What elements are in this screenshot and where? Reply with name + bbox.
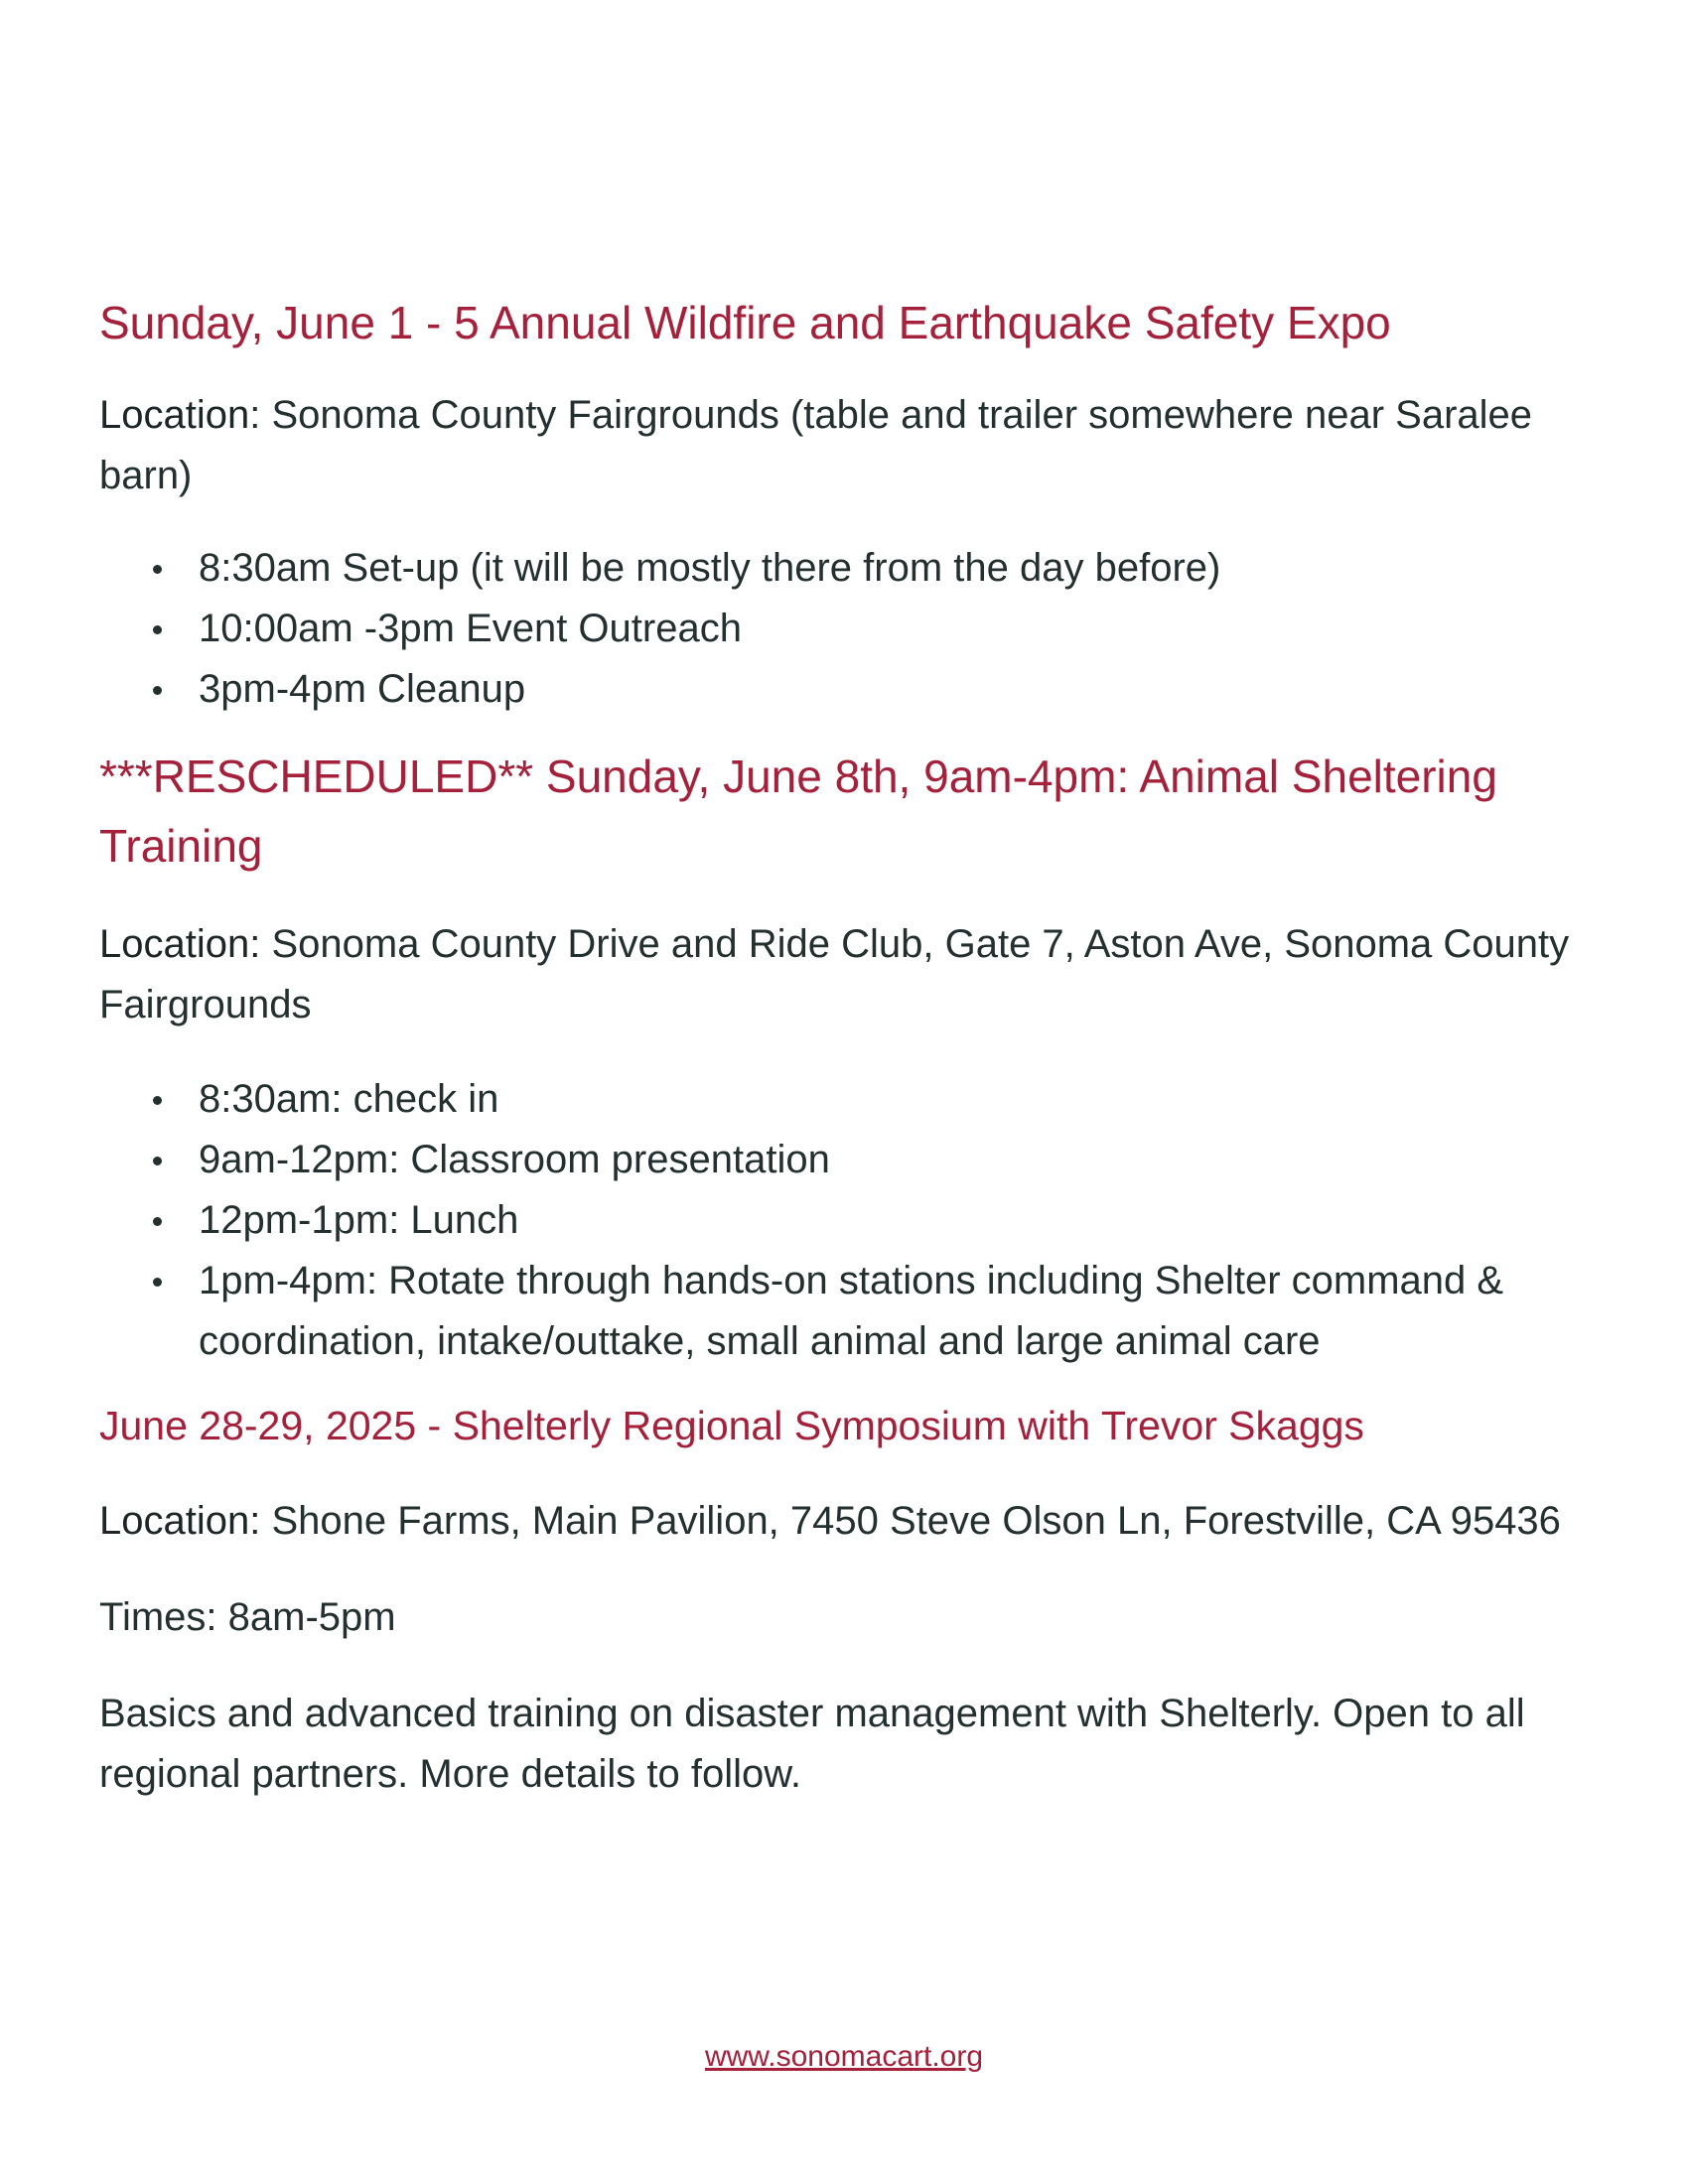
event-heading-sheltering-training: ***RESCHEDULED** Sunday, June 8th, 9am-4pm: Animal Sheltering Training xyxy=(99,751,1497,872)
list-item: 3pm-4pm Cleanup xyxy=(199,659,1609,720)
location-separator: : xyxy=(249,393,272,437)
list-item: 9am-12pm: Classroom presentation xyxy=(199,1130,1609,1190)
location-label: Location xyxy=(99,393,250,437)
website-link[interactable]: www.sonomacart.org xyxy=(704,2040,984,2073)
list-item: 10:00am -3pm Event Outreach xyxy=(199,599,1609,659)
event-times-shelterly-symposium: Times: 8am-5pm xyxy=(99,1595,396,1639)
list-item: 12pm-1pm: Lunch xyxy=(199,1190,1609,1251)
location-text: Sonoma County Drive and Ride Club, Gate 7, Aston Ave, Sonoma County Fairgrounds xyxy=(99,922,1570,1026)
event-heading-shelterly-symposium: June 28-29, 2025 - Shelterly Regional Symposium with Trevor Skaggs xyxy=(99,1403,1364,1448)
location-label: Location: xyxy=(99,922,261,966)
list-item: 1pm-4pm: Rotate through hands-on stations including Shelter command & coordination, intake/outtake, small animal and large animal care xyxy=(199,1251,1609,1372)
event-location-shelterly-symposium xyxy=(99,1491,1609,1552)
event-heading-safety-expo: Sunday, June 1 - 5 Annual Wildfire and Earthquake Safety Expo xyxy=(99,297,1391,348)
event-description-shelterly-symposium: Basics and advanced training on disaster management with Shelterly. Open to all regional partners. More details to follow. xyxy=(99,1692,1525,1796)
location-separator xyxy=(260,922,271,966)
document-page xyxy=(99,288,1609,1805)
schedule-list-safety-expo xyxy=(99,538,1609,720)
location-text: Shone Farms, Main Pavilion, 7450 Steve Olson Ln, Forestville, CA 95436 xyxy=(271,1499,1561,1543)
list-item: 8:30am Set-up (it will be mostly there from the day before) xyxy=(199,538,1609,599)
location-text: Sonoma County Fairgrounds (table and trailer somewhere near Saralee barn) xyxy=(99,393,1533,497)
location-label: Location: xyxy=(99,1499,261,1543)
footer xyxy=(0,2037,1688,2077)
schedule-list-sheltering-training xyxy=(99,1069,1609,1372)
location-separator xyxy=(260,1499,271,1543)
list-item: 8:30am: check in xyxy=(199,1069,1609,1130)
event-location-safety-expo xyxy=(99,385,1609,506)
event-location-sheltering-training xyxy=(99,914,1609,1035)
